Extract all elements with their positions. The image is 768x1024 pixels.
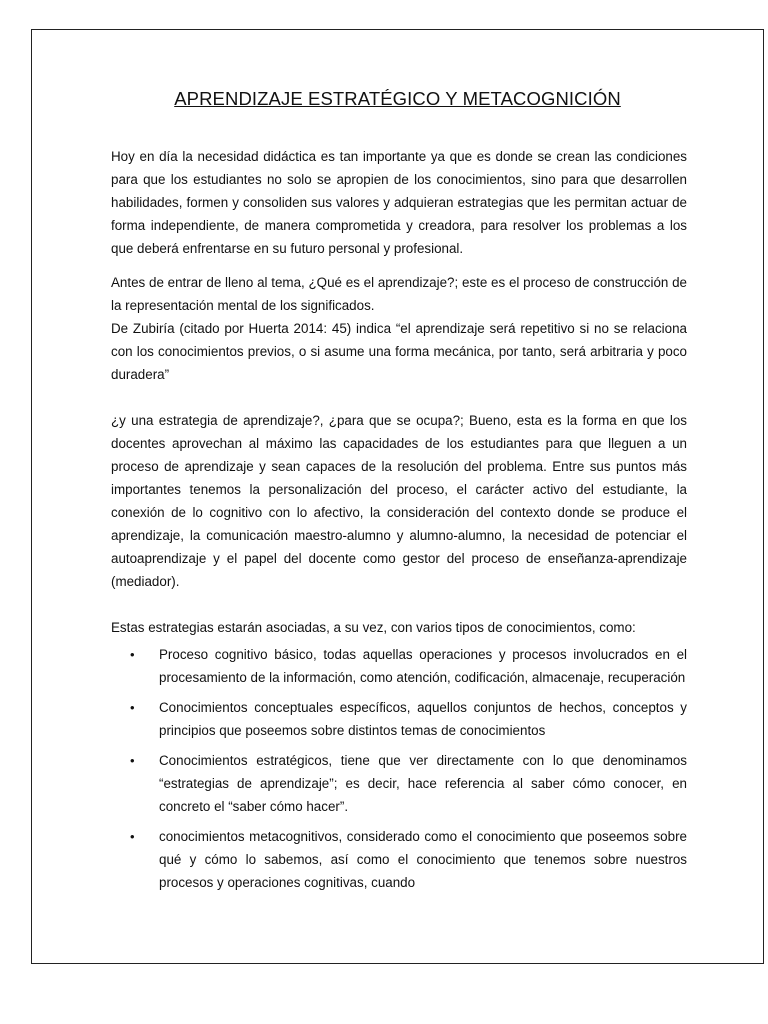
bullet-icon: • bbox=[130, 829, 135, 844]
list-item-text: Conocimientos conceptuales específicos, aquellos conjuntos de hechos, conceptos y principios que poseemos sobre distintos temas de conocimientos bbox=[159, 700, 687, 738]
bullet-icon: • bbox=[130, 647, 135, 662]
bullet-icon: • bbox=[130, 700, 135, 715]
bullet-icon: • bbox=[130, 753, 135, 768]
paragraph-estrategia: ¿y una estrategia de aprendizaje?, ¿para que se ocupa?; Bueno, esta es la forma en que los docentes aprovechan al máximo las capacidades de los estudiantes para que lleguen a un proceso de aprendizaje y sean capaces de la resolución del problema. Entre sus puntos más importantes tenemos la personalización del proceso, el carácter activo del estudiante, la conexión de lo cognitivo con lo afectivo, la consideración del contexto donde se produce el aprendizaje, la comunicación maestro-alumno y alumno-alumno, la necesidad de potenciar el autoaprendizaje y el papel del docente como gestor del proceso de enseñanza-aprendizaje (mediador). bbox=[111, 413, 687, 589]
list-item bbox=[111, 825, 687, 894]
paragraph-intro: Hoy en día la necesidad didáctica es tan importante ya que es donde se crean las condiciones para que los estudiantes no solo se apropien de los conocimientos, sino para que desarrollen habilidades, formen y consoliden sus valores y adquieran estrategias que les permitan actuar de forma independiente, de manera comprometida y creadora, para resolver los problemas a los que deberá enfrentarse en su futuro personal y profesional. bbox=[111, 149, 687, 256]
list-item-text: conocimientos metacognitivos, considerado como el conocimiento que poseemos sobre qué y cómo lo sabemos, así como el conocimiento que tenemos sobre nuestros procesos y operaciones cognitivas, cuando bbox=[159, 829, 687, 890]
document-page bbox=[31, 29, 764, 964]
document-body bbox=[111, 145, 687, 901]
list-item bbox=[111, 643, 687, 689]
paragraph-zubiria-quote: De Zubiría (citado por Huerta 2014: 45) indica “el aprendizaje será repetitivo si no se relaciona con los conocimientos previos, o si asume una forma mecánica, por tanto, será arbitraria y poco duradera” bbox=[111, 321, 687, 382]
list-item bbox=[111, 749, 687, 818]
list-item bbox=[111, 696, 687, 742]
paragraph-aprendizaje-definition: Antes de entrar de lleno al tema, ¿Qué es el aprendizaje?; este es el proceso de construcción de la representación mental de los significados. bbox=[111, 275, 687, 313]
list-item-text: Proceso cognitivo básico, todas aquellas operaciones y procesos involucrados en el procesamiento de la información, como atención, codificación, almacenaje, recuperación bbox=[159, 647, 687, 685]
knowledge-types-list bbox=[111, 643, 687, 894]
paragraph-tipos-conocimientos: Estas estrategias estarán asociadas, a su vez, con varios tipos de conocimientos, como: bbox=[111, 620, 636, 635]
document-title: APRENDIZAJE ESTRATÉGICO Y METACOGNICIÓN bbox=[174, 88, 621, 109]
list-item-text: Conocimientos estratégicos, tiene que ver directamente con lo que denominamos “estrategias de aprendizaje”; es decir, hace referencia al saber cómo conocer, en concreto el “saber cómo hacer”. bbox=[159, 753, 687, 814]
